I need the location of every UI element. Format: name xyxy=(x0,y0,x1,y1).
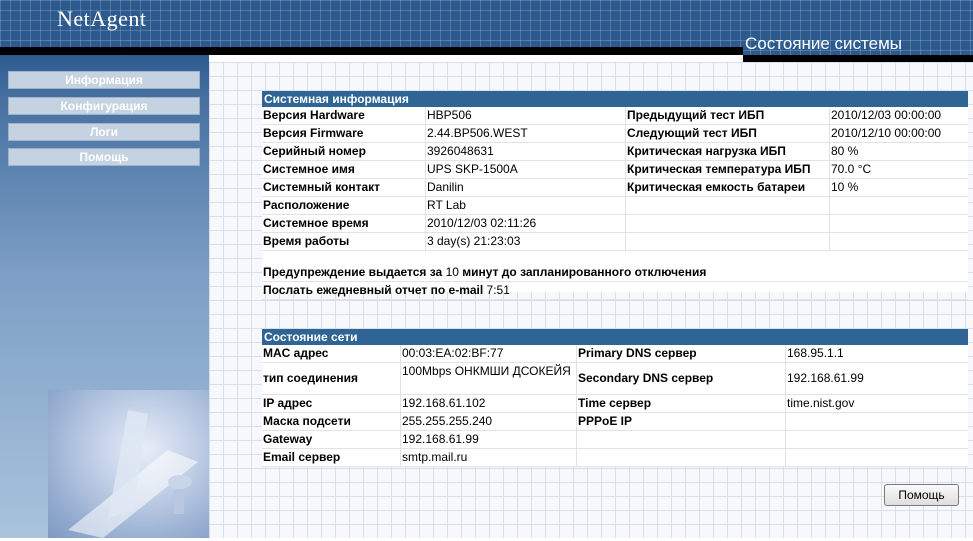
system-field-label: Версия Hardware xyxy=(263,108,365,122)
network-field-value: time.nist.gov xyxy=(785,395,968,412)
system-field-label: Критическая нагрузка ИБП xyxy=(625,143,829,160)
table-row xyxy=(262,431,968,449)
network-field-value: 00:03:EA:02:BF:77 xyxy=(400,345,576,362)
system-field-value: 70.0 °C xyxy=(829,161,968,178)
shutdown-warning-text xyxy=(262,264,706,281)
nav-item-info[interactable]: Информация xyxy=(8,71,200,89)
help-button[interactable]: Помощь xyxy=(884,484,959,506)
system-field-label: Следующий тест ИБП xyxy=(625,125,829,142)
warning-minutes-value: 10 xyxy=(445,265,463,279)
table-row xyxy=(262,233,968,251)
table-row xyxy=(262,125,968,143)
system-field-value: RT Lab xyxy=(425,197,625,214)
header-divider xyxy=(0,47,743,55)
network-field-value xyxy=(785,431,968,448)
system-field-value xyxy=(829,215,968,232)
network-field-label: Маска подсети xyxy=(263,414,351,428)
daily-report-row xyxy=(262,282,968,300)
system-field-label: Системное время xyxy=(263,216,369,230)
table-row xyxy=(262,449,968,467)
system-field-value: Danilin xyxy=(425,179,625,196)
network-field-label xyxy=(576,449,785,466)
table-row xyxy=(262,197,968,215)
sidebar xyxy=(0,55,209,538)
system-field-value: 10 % xyxy=(829,179,968,196)
system-field-value: UPS SKP-1500A xyxy=(425,161,625,178)
system-field-label: Серийный номер xyxy=(263,144,366,158)
system-field-value xyxy=(829,233,968,250)
decorative-laptop-image xyxy=(48,390,209,538)
shutdown-warning-row xyxy=(262,264,968,282)
network-field-label: MAC адрес xyxy=(263,346,329,360)
system-field-label xyxy=(625,197,829,214)
system-field-label: Системный контакт xyxy=(263,180,381,194)
system-field-label: Системное имя xyxy=(263,162,355,176)
header-banner xyxy=(0,0,973,55)
system-field-value: HBP506 xyxy=(425,107,625,124)
table-row xyxy=(262,413,968,431)
system-field-value: 3 day(s) 21:23:03 xyxy=(425,233,625,250)
network-status-table xyxy=(262,345,968,467)
page-title: Состояние системы xyxy=(745,34,903,53)
table-row xyxy=(262,107,968,125)
system-field-label: Критическая температура ИБП xyxy=(625,161,829,178)
nav-item-config[interactable]: Конфигурация xyxy=(8,97,200,115)
daily-report-time: 7:51 xyxy=(486,283,510,297)
system-field-value xyxy=(829,197,968,214)
network-field-value: 192.168.61.99 xyxy=(785,363,968,394)
network-field-label: тип соединения xyxy=(263,371,359,385)
network-field-value: 168.95.1.1 xyxy=(785,345,968,362)
system-field-label: Расположение xyxy=(263,198,350,212)
network-field-value: smtp.mail.ru xyxy=(400,449,576,466)
network-field-value: 255.255.255.240 xyxy=(400,413,576,430)
network-field-value xyxy=(785,449,968,466)
network-status-panel xyxy=(262,329,968,466)
network-field-label: Primary DNS сервер xyxy=(576,345,785,362)
daily-report-text xyxy=(262,282,510,299)
laptop-illustration-icon xyxy=(48,390,209,538)
network-field-label: Email сервер xyxy=(263,450,341,464)
table-row xyxy=(262,363,968,395)
network-status-title: Состояние сети xyxy=(262,329,968,345)
system-field-value: 3926048631 xyxy=(425,143,625,160)
content-area xyxy=(209,62,973,538)
table-row xyxy=(262,143,968,161)
system-field-label: Время работы xyxy=(263,234,350,248)
warning-suffix: минут до запланированного отключения xyxy=(462,265,707,279)
network-field-value: 192.168.61.102 xyxy=(400,395,576,412)
system-field-label xyxy=(625,233,829,250)
network-field-label: Time сервер xyxy=(576,395,785,412)
nav-item-help[interactable]: Помощь xyxy=(8,148,200,166)
system-field-value: 2010/12/03 00:00:00 xyxy=(829,107,968,124)
system-field-label: Критическая емкость батареи xyxy=(625,179,829,196)
system-field-value: 80 % xyxy=(829,143,968,160)
netagent-logo: NetAgent xyxy=(57,6,147,31)
network-field-label: IP адрес xyxy=(263,396,313,410)
daily-report-label: Послать ежедневный отчет по e-mail xyxy=(263,283,487,297)
table-row xyxy=(262,215,968,233)
table-row xyxy=(262,395,968,413)
network-field-label: Secondary DNS сервер xyxy=(576,363,785,394)
network-field-label xyxy=(576,431,785,448)
network-field-label: Gateway xyxy=(263,432,313,446)
network-field-value: 100Mbps ОНКМШИ ДСОКЕЙЯ xyxy=(400,363,576,394)
spacer xyxy=(262,251,968,264)
system-info-table xyxy=(262,107,968,300)
nav-item-logs[interactable]: Логи xyxy=(8,123,200,141)
system-info-title: Системная информация xyxy=(262,91,968,107)
network-field-label: PPPoE IP xyxy=(576,413,785,430)
system-field-label: Версия Firmware xyxy=(263,126,364,140)
network-field-value: 192.168.61.99 xyxy=(400,431,576,448)
system-field-value: 2.44.BP506.WEST xyxy=(425,125,625,142)
table-row xyxy=(262,161,968,179)
network-field-value xyxy=(785,413,968,430)
system-field-label: Предыдущий тест ИБП xyxy=(625,107,829,124)
table-row xyxy=(262,345,968,363)
table-row xyxy=(262,179,968,197)
system-field-value: 2010/12/03 02:11:26 xyxy=(425,215,625,232)
system-field-label xyxy=(625,215,829,232)
title-underline xyxy=(743,55,973,62)
system-field-value: 2010/12/10 00:00:00 xyxy=(829,125,968,142)
warning-prefix: Предупреждение выдается за xyxy=(263,265,446,279)
system-info-panel xyxy=(262,91,968,297)
